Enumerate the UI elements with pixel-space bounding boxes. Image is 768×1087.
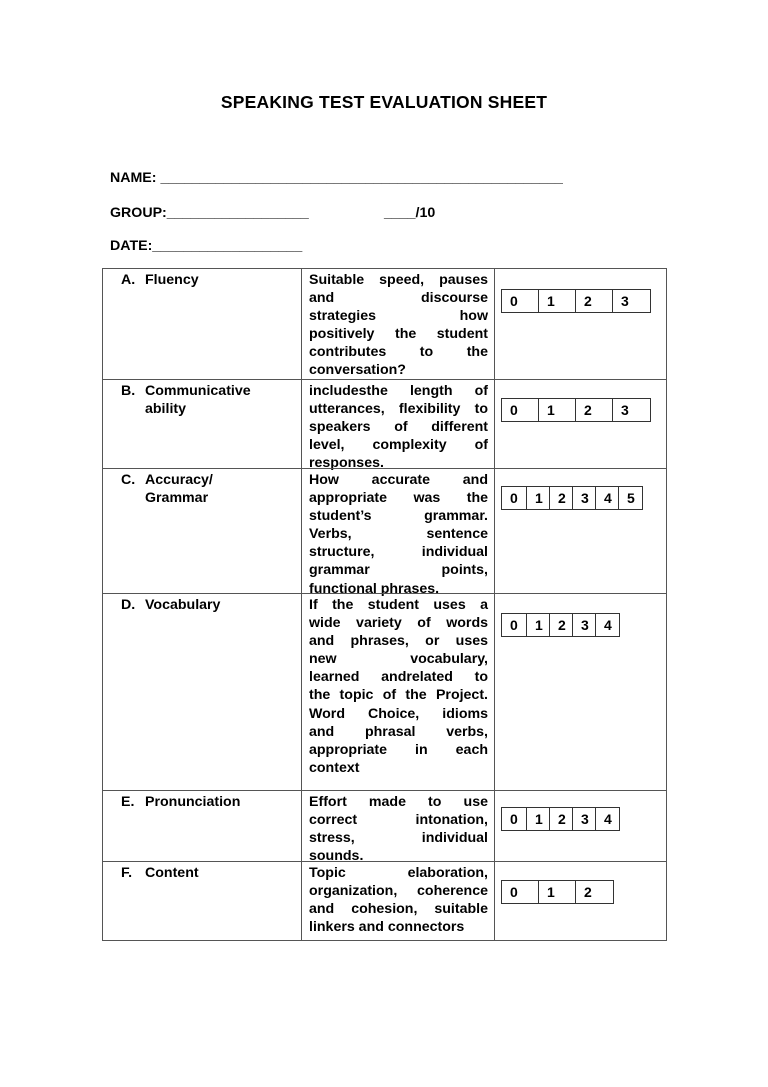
- criterion-label: Accuracy/: [145, 472, 213, 488]
- score-option[interactable]: 2: [550, 808, 573, 830]
- criterion-label: Pronunciation: [145, 794, 241, 810]
- description-line: and discourse: [309, 290, 488, 307]
- score-scale: [501, 486, 643, 510]
- criterion-label-continued: ability: [145, 401, 186, 417]
- description-line: contributes to the: [309, 344, 488, 361]
- criterion-row: [103, 379, 666, 472]
- criterion-description: [309, 864, 488, 936]
- description-line: structure, individual: [309, 544, 488, 561]
- criterion-description: [309, 271, 488, 380]
- description-line: new vocabulary,: [309, 651, 488, 668]
- criterion-description: [309, 596, 488, 777]
- score-option[interactable]: 1: [527, 487, 550, 509]
- score-option[interactable]: 2: [584, 884, 592, 900]
- score-option[interactable]: 1: [527, 808, 550, 830]
- criterion-name: [121, 271, 199, 289]
- score-option[interactable]: 2: [550, 487, 573, 509]
- criterion-name: [121, 596, 220, 614]
- criterion-letter: F.: [121, 865, 133, 881]
- score-option[interactable]: 3: [573, 487, 596, 509]
- score-option[interactable]: 0: [502, 399, 539, 421]
- description-line: Word Choice, idioms: [309, 705, 488, 722]
- score-option[interactable]: 0: [502, 808, 527, 830]
- criterion-name: [121, 471, 213, 507]
- criterion-letter: D.: [121, 597, 136, 613]
- sheet-title: SPEAKING TEST EVALUATION SHEET: [220, 92, 548, 112]
- criterion-name: [121, 793, 240, 811]
- description-line: includesthe length of: [309, 383, 488, 399]
- score-option[interactable]: 3: [573, 614, 596, 636]
- description-line: wide variety of words: [309, 615, 488, 632]
- description-line: Suitable speed, pauses: [309, 272, 488, 288]
- evaluation-table: [102, 268, 667, 941]
- description-line: Topic elaboration,: [309, 865, 488, 881]
- score-option[interactable]: 1: [539, 290, 576, 312]
- criterion-label: Communicative: [145, 383, 251, 399]
- score-option[interactable]: 2: [576, 399, 613, 421]
- description-line: and cohesion, suitable: [309, 901, 488, 918]
- description-line: and phrasal verbs,: [309, 723, 488, 740]
- criterion-name: [121, 864, 199, 882]
- description-line: grammar points,: [309, 562, 488, 579]
- score-option[interactable]: 1: [527, 614, 550, 636]
- score-option[interactable]: 0: [502, 881, 539, 903]
- score-scale: [501, 289, 651, 313]
- description-line: Effort made to use: [309, 794, 488, 810]
- description-line: organization, coherence: [309, 883, 488, 900]
- description-line: stress, individual: [309, 830, 488, 847]
- score-option[interactable]: 0: [502, 290, 539, 312]
- criterion-row: [103, 593, 666, 791]
- criterion-label: Vocabulary: [145, 597, 221, 613]
- description-line: If the student uses a: [309, 597, 488, 613]
- description-line: speakers of different: [309, 419, 488, 436]
- description-line: How accurate and: [309, 472, 488, 488]
- description-line: strategies how: [309, 308, 488, 325]
- description-line: Verbs, sentence: [309, 526, 488, 543]
- description-line: appropriate in each: [309, 741, 488, 758]
- date-field[interactable]: DATE:___________________: [110, 238, 303, 254]
- description-line: level, complexity of: [309, 437, 488, 454]
- description-line: sounds.: [309, 848, 364, 865]
- description-line: correct intonation,: [309, 812, 488, 829]
- score-scale: [501, 880, 614, 904]
- score-scale: [501, 613, 620, 637]
- criterion-label-continued: Grammar: [145, 490, 209, 506]
- description-line: functional phrases.: [309, 580, 440, 597]
- score-option[interactable]: 4: [596, 487, 619, 509]
- description-line: conversation?: [309, 362, 406, 379]
- description-line: student’s grammar.: [309, 508, 488, 525]
- criterion-row: [103, 269, 666, 379]
- criterion-description: [309, 471, 488, 598]
- description-line: the topic of the Project.: [309, 687, 488, 704]
- criterion-row: [103, 790, 666, 865]
- name-field[interactable]: NAME: ___________________________________________________: [110, 170, 563, 186]
- criterion-row: [103, 468, 666, 597]
- score-option[interactable]: 4: [604, 811, 612, 827]
- criterion-description: [309, 793, 488, 865]
- group-field[interactable]: GROUP:__________________: [110, 205, 309, 221]
- score-option[interactable]: 2: [550, 614, 573, 636]
- score-option[interactable]: 4: [604, 617, 612, 633]
- score-scale: [501, 398, 651, 422]
- score-option[interactable]: 3: [621, 293, 629, 309]
- description-line: linkers and connectors: [309, 919, 465, 936]
- criterion-label: Fluency: [145, 272, 199, 288]
- score-option[interactable]: 0: [502, 487, 527, 509]
- score-option[interactable]: 3: [621, 402, 629, 418]
- description-line: appropriate was the: [309, 490, 488, 507]
- description-line: and phrases, or uses: [309, 633, 488, 650]
- description-line: learned andrelated to: [309, 669, 488, 686]
- description-line: responses.: [309, 455, 384, 472]
- criterion-letter: B.: [121, 383, 136, 399]
- description-line: utterances, flexibility to: [309, 401, 488, 418]
- score-scale: [501, 807, 620, 831]
- criterion-letter: A.: [121, 272, 136, 288]
- score-option[interactable]: 2: [576, 290, 613, 312]
- score-option[interactable]: 1: [539, 881, 576, 903]
- score-option[interactable]: 3: [573, 808, 596, 830]
- score-option[interactable]: 5: [627, 490, 635, 506]
- criterion-row: [103, 861, 666, 941]
- criterion-name: [121, 382, 251, 418]
- description-line: positively the student: [309, 326, 488, 343]
- score-option[interactable]: 0: [502, 614, 527, 636]
- criterion-description: [309, 382, 488, 472]
- score-option[interactable]: 1: [539, 399, 576, 421]
- score-total-field[interactable]: ____/10: [384, 205, 436, 221]
- criterion-letter: E.: [121, 794, 135, 810]
- criterion-letter: C.: [121, 472, 136, 488]
- criterion-label: Content: [145, 865, 199, 881]
- description-line: context: [309, 759, 360, 776]
